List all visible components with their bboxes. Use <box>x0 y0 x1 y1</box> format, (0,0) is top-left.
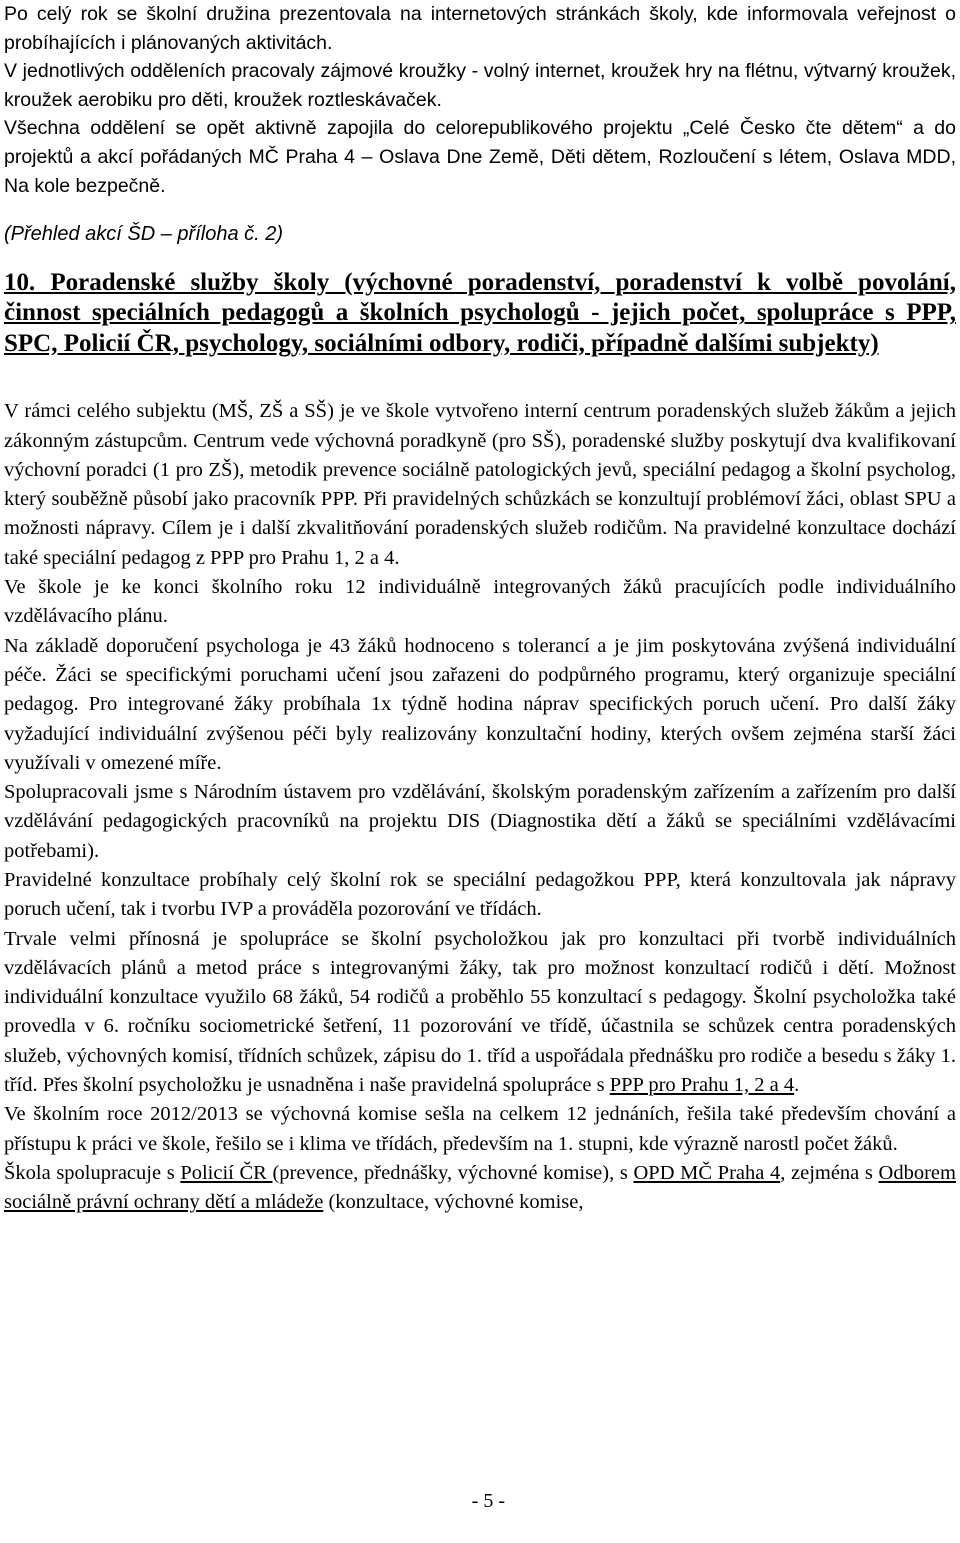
psychologist-paragraph <box>4 925 956 1101</box>
section-heading: 10. Poradenské služby školy (výchovné poradenství, poradenství k volbě povolání, činnost speciálních pedagogů a školních psychologů - jejich počet, spolupráce s PPP, SPC, Policií ČR, psychology, sociálními odbory, rodiči, případně dalšími subjekty) <box>4 268 956 357</box>
body-paragraph-5: Pravidelné konzultace probíhaly celý školní rok se speciální pedagožkou PPP, která konzultovala jak nápravy poruch učení, tak i tvorbu IVP a prováděla pozorování ve třídách. <box>4 869 956 921</box>
ppp-link[interactable]: PPP pro Prahu 1, 2 a 4 <box>609 1074 795 1097</box>
intro-paragraph-3: Všechna oddělení se opět aktivně zapojila do celorepublikového projektu „Celé Česko čte dětem“ a do projektů a akcí pořádaných MČ Praha 4 – Oslava Dne Země, Děti dětem, Rozloučení s létem, Oslava MDD, Na kole bezpečně. <box>4 117 956 197</box>
intro-paragraph-1: Po celý rok se školní družina prezentovala na internetových stránkách školy, kde informovala veřejnost o probíhajících i plánovaných aktivitách. <box>4 3 956 54</box>
police-paragraph <box>4 1159 956 1218</box>
police-text-4: (konzultace, výchovné komise, <box>323 1191 584 1214</box>
psychologist-end: . <box>794 1074 800 1097</box>
police-text-2: (prevence, přednášky, výchovné komise), s <box>272 1161 634 1184</box>
psychologist-text: Trvale velmi přínosná je spolupráce se školní psycholožkou jak pro konzultaci při tvorbě individuálních vzdělávacích plánů a metod práce s integrovanými žáky, tak pro možnost konzultací rodičů i dětí. Možnost individuální konzultace využilo 68 žáků, 54 rodičů a proběhlo 55 konzultací s pedagogy. Školní psycholožka také provedla v 6. ročníku sociometrické šetření, 11 pozorování ve třídě, účastnila se schůzek centra poradenských služeb, výchovných komisí, třídních schůzek, zápisu do 1. tříd a uspořádala přednášku pro rodiče a besedu s žáky 1. tříd. Přes školní psycholožku je usnadněna i naše pravidelná spolupráce s <box>4 927 956 1097</box>
appendix-note: (Přehled akcí ŠD – příloha č. 2) <box>4 223 284 246</box>
opd-link[interactable]: OPD MČ Praha 4 <box>633 1161 781 1184</box>
body-section <box>4 397 956 1217</box>
ospod-link[interactable]: Odborem sociálně právní ochrany dětí a mládeže <box>4 1161 956 1214</box>
body-paragraph-1: V rámci celého subjektu (MŠ, ZŠ a SŠ) je ve škole vytvořeno interní centrum poradenských služeb žákům a jejich zákonným zástupcům. Centrum vede výchovná poradkyně (pro SŠ), poradenské služby poskytují dva kvalifikovaní výchovní poradci (1 pro ZŠ), metodik prevence sociálně patologických jevů, speciální pedagog a školní psycholog, který souběžně působí jako pracovník PPP. Při pravidelných schůzkách se konzultují problémoví žáci, oblast SPU a možnosti nápravy. Cílem je i další zkvalitňování poradenských služeb rodičům. Na pravidelné konzultace dochází také speciální pedagog z PPP pro Prahu 1, 2 a 4. <box>4 400 956 569</box>
body-paragraph-2: Ve škole je ke konci školního roku 12 individuálně integrovaných žáků pracujících podle individuálního vzdělávacího plánu. <box>4 576 956 628</box>
body-paragraph-3: Na základě doporučení psychologa je 43 žáků hodnoceno s tolerancí a je jim poskytována zvýšená individuální péče. Žáci se specifickými poruchami učení jsou zařazeni do podpůrného programu, který organizuje speciální pedagog. Pro integrované žáky probíhala 1x týdně hodina náprav specifických poruch učení. Pro další žáky vyžadující individuální zvýšenou péči byly realizovány konzultační hodiny, kterých ovšem zejména starší žáci využívali v omezené míře. <box>4 634 956 774</box>
document-page <box>4 0 956 1218</box>
police-text-1: Škola spolupracuje s <box>4 1161 181 1184</box>
police-link[interactable]: Policií ČR <box>180 1161 273 1184</box>
intro-section <box>4 0 956 249</box>
body-paragraph-4: Spolupracovali jsme s Národním ústavem pro vzdělávání, školským poradenským zařízením a zařízením pro další vzdělávání pedagogických pracovníků na projektu DIS (Diagnostika dětí a žáků se speciálními vzdělávacími potřebami). <box>4 781 956 862</box>
intro-paragraph-2: V jednotlivých odděleních pracovaly zájmové kroužky - volný internet, kroužek hry na flétnu, výtvarný kroužek, kroužek aerobiku pro děti, kroužek roztleskávaček. <box>4 60 956 111</box>
commission-paragraph: Ve školním roce 2012/2013 se výchovná komise sešla na celkem 12 jednáních, řešila také především chování a přístupu k práci ve škole, řešilo se i klima ve třídách, především na 1. stupni, kde výrazně narostl počet žáků. <box>4 1103 956 1155</box>
police-text-3: , zejména s <box>780 1161 879 1184</box>
page-number: - 5 - <box>471 1490 505 1512</box>
page-number-footer <box>0 1490 960 1513</box>
